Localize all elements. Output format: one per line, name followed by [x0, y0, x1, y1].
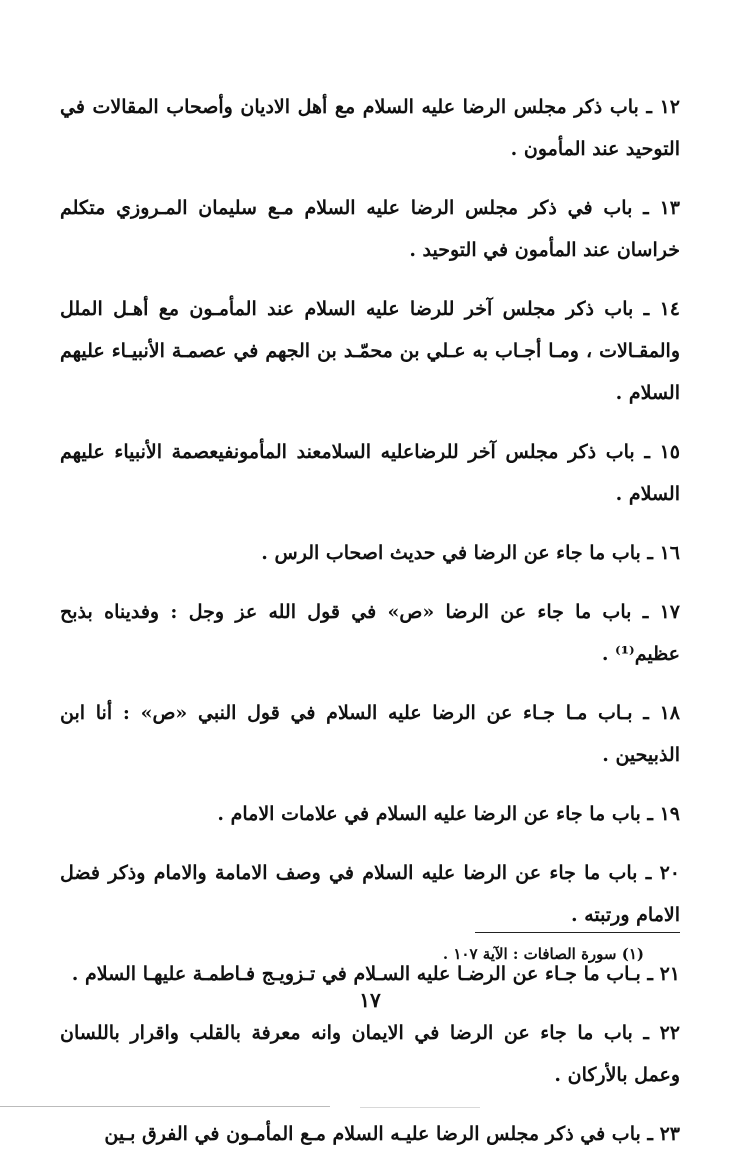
scan-edge-line	[0, 1106, 330, 1107]
toc-entry-16: ١٦ ـ باب ما جاء عن الرضا في حديث اصحاب الرس .	[261, 542, 680, 564]
toc-entry-18: ١٨ ـ بـاب مـا جـاء عن الرضا عليه السلام في قول النبي «ص» : أنا ابن الذبيحين .	[60, 702, 680, 766]
page-number: ١٧	[359, 988, 381, 1012]
toc-entry-13: ١٣ ـ باب في ذكر مجلس الرضا عليه السلام مـع سليمان المـروزي متكلم خراسان عند المأمون في التوحيد .	[60, 197, 680, 261]
toc-entry-12: ١٢ ـ باب ذكر مجلس الرضا عليه السلام مع أهل الاديان وأصحاب المقالات في التوحيد عند المأمون .	[60, 96, 680, 160]
toc-entry-17: ١٧ ـ باب ما جاء عن الرضا «ص» في قول الله عز وجل : وفديناه بذبح عظيم⁽¹⁾ .	[60, 601, 680, 665]
footnote: (١) سورة الصافات : الآية ١٠٧ .	[442, 945, 644, 963]
toc-entry-21: ٢١ ـ بـاب ما جـاء عن الرضـا عليه السـلام في تـزويـج فـاطمـة عليهـا السلام .	[71, 963, 680, 985]
scan-edge-line-faint	[360, 1107, 480, 1108]
toc-entry-20: ٢٠ ـ باب ما جاء عن الرضا عليه السلام في وصف الامامة والامام وذكر فضل الامام ورتبته .	[60, 862, 680, 926]
toc-entry-19: ١٩ ـ باب ما جاء عن الرضا عليه السلام في علامات الامام .	[217, 803, 680, 825]
toc-entry-22: ٢٢ ـ باب ما جاء عن الرضا في الايمان وانه معرفة بالقلب واقرار باللسان وعمل بالأركان .	[60, 1022, 680, 1086]
toc-entry-14: ١٤ ـ باب ذكر مجلس آخر للرضا عليه السلام عند المأمـون مع أهـل الملل والمقـالات ، ومـا أجـاب به عـلي بن محمّـد بن الجهم في عصمـة الأنبيـاء عليهم السلام .	[60, 298, 680, 404]
toc-entry-23: ٢٣ ـ باب في ذكر مجلس الرضا عليـه السلام مـع المأمـون في الفرق بـين	[104, 1123, 680, 1145]
toc-entry-15: ١٥ ـ باب ذكر مجلس آخر للرضاعليه السلامعند المأمونفيعصمة الأنبياء عليهم السلام .	[60, 441, 680, 505]
footnote-divider	[475, 932, 680, 933]
